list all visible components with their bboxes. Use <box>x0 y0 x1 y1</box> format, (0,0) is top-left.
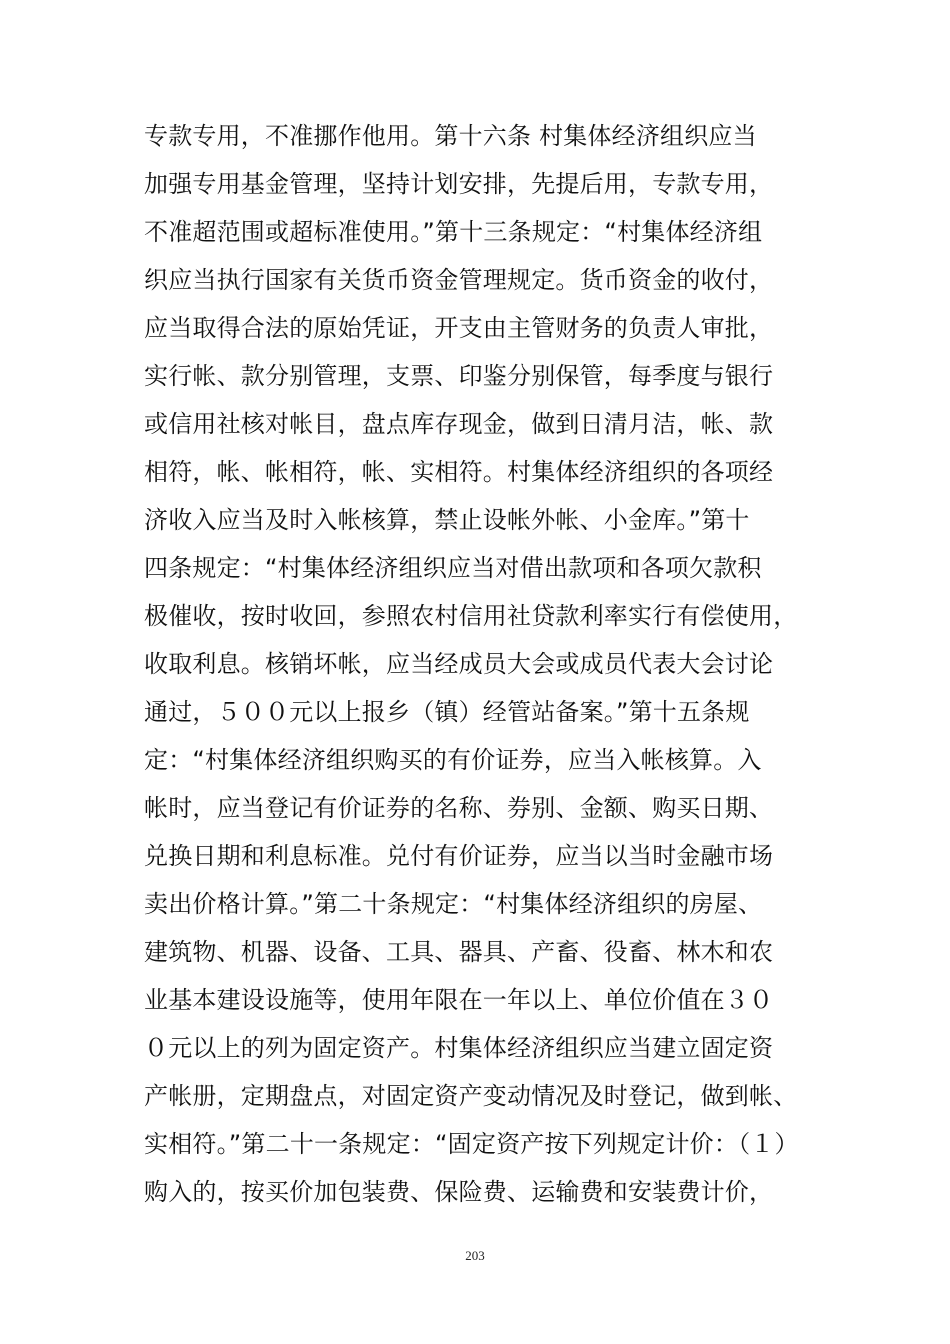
text-line: 不准超范围或超标准使用。”第十三条规定：“村集体经济组 <box>144 218 763 246</box>
text-line: 卖出价格计算。”第二十条规定：“村集体经济组织的房屋、 <box>144 890 763 918</box>
text-line: 四条规定：“村集体经济组织应当对借出款项和各项欠款积 <box>144 554 762 582</box>
text-line: 应当取得合法的原始凭证，开支由主管财务的负责人审批， <box>144 314 774 342</box>
text-line: 织应当执行国家有关货币资金管理规定。货币资金的收付， <box>144 266 774 294</box>
text-line: 济收入应当及时入帐核算，禁止设帐外帐、小金库。”第十 <box>144 506 750 534</box>
text-line: 建筑物、机器、设备、工具、器具、产畜、役畜、林木和农 <box>144 938 774 966</box>
text-line: 专款专用，不准挪作他用。第十六条 村集体经济组织应当 <box>144 122 757 150</box>
text-line: 购入的，按买价加包装费、保险费、运输费和安装费计价， <box>144 1178 774 1206</box>
text-line: 实相符。”第二十一条规定：“固定资产按下列规定计价：（１） <box>144 1130 799 1158</box>
text-line: 或信用社核对帐目，盘点库存现金，做到日清月洁，帐、款 <box>144 410 774 438</box>
text-line: 极催收，按时收回，参照农村信用社贷款利率实行有偿使用， <box>144 602 798 630</box>
text-line: 加强专用基金管理，坚持计划安排，先提后用，专款专用， <box>144 170 774 198</box>
text-line: 实行帐、款分别管理，支票、印鉴分别保管，每季度与银行 <box>144 362 774 390</box>
text-line: 定：“村集体经济组织购买的有价证券，应当入帐核算。入 <box>144 746 762 774</box>
text-line: ０元以上的列为固定资产。村集体经济组织应当建立固定资 <box>144 1034 774 1062</box>
body-text <box>144 112 824 1216</box>
text-line: 兑换日期和利息标准。兑付有价证券，应当以当时金融市场 <box>144 842 774 870</box>
text-line: 相符，帐、帐相符，帐、实相符。村集体经济组织的各项经 <box>144 458 774 486</box>
text-line: 通过，５００元以上报乡（镇）经管站备案。”第十五条规 <box>144 698 750 726</box>
text-line: 收取利息。核销坏帐，应当经成员大会或成员代表大会讨论 <box>144 650 774 678</box>
page-number: 203 <box>465 1248 485 1263</box>
text-line: 帐时，应当登记有价证券的名称、券别、金额、购买日期、 <box>144 794 774 822</box>
text-line: 业基本建设设施等，使用年限在一年以上、单位价值在３０ <box>144 986 774 1014</box>
text-line: 产帐册，定期盘点，对固定资产变动情况及时登记，做到帐、 <box>144 1082 798 1110</box>
